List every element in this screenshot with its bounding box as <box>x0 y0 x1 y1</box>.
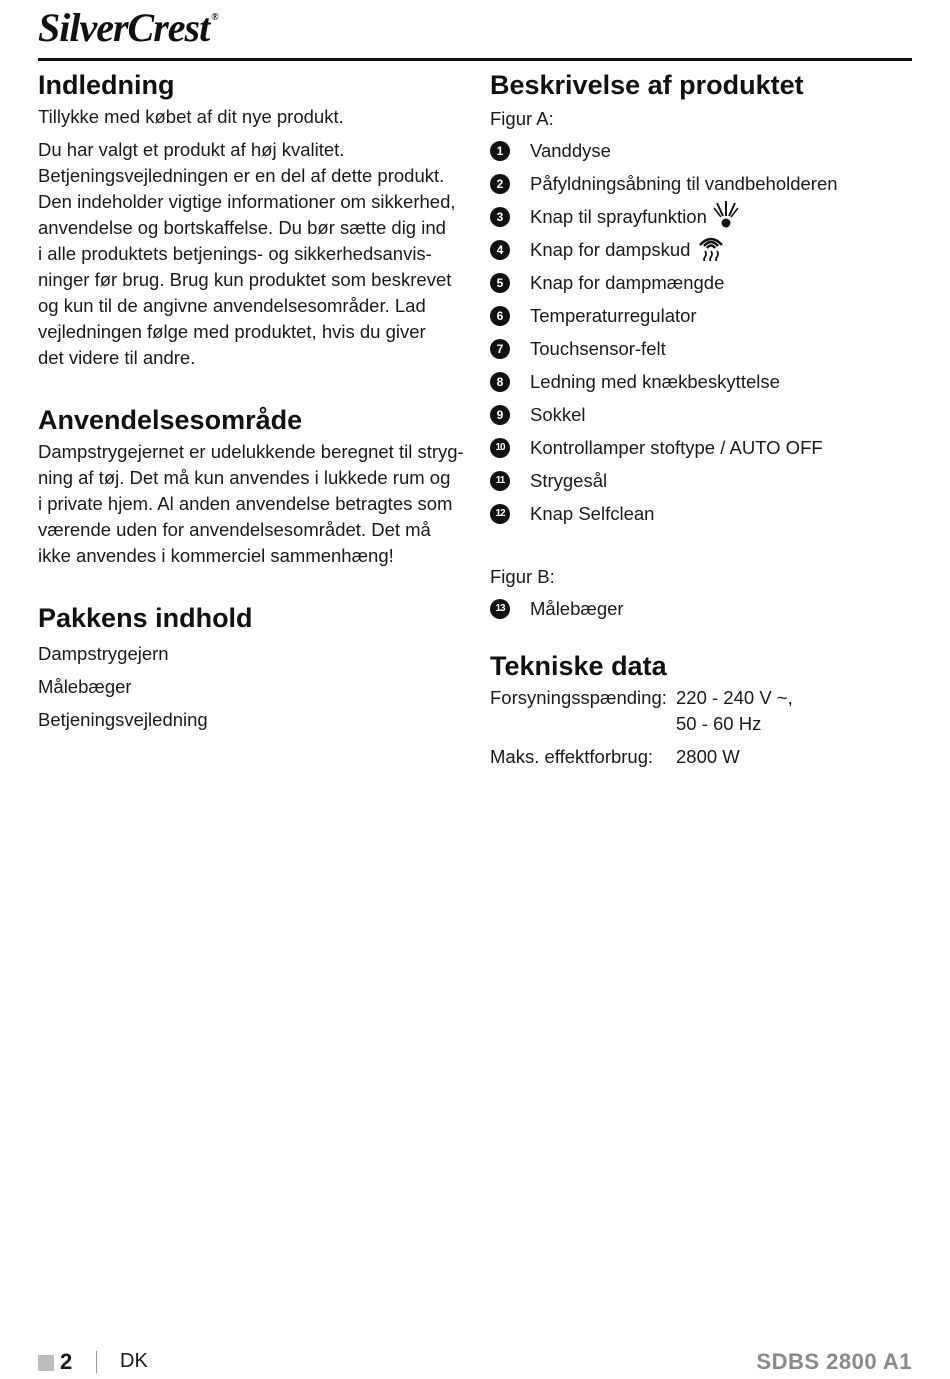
item-number: 13 <box>490 599 510 619</box>
item-number: 5 <box>490 273 510 293</box>
item-number: 4 <box>490 240 510 260</box>
item-label: Påfyldningsåbning til vandbeholderen <box>530 172 838 194</box>
footer-square-marker <box>38 1355 54 1371</box>
list-item <box>490 266 920 299</box>
item-number: 6 <box>490 306 510 326</box>
item-number: 10 <box>490 438 510 458</box>
item-label: Strygesål <box>530 469 608 491</box>
language-code: DK <box>120 1350 148 1372</box>
page-footer <box>38 1349 912 1379</box>
power-value: 2800 W <box>676 746 740 767</box>
usage-line: værende uden for anvendelsesområdet. Det må <box>38 519 431 540</box>
item-label: Knap Selfclean <box>530 502 655 524</box>
package-item: Dampstrygejern <box>38 643 169 664</box>
intro-title: Indledning <box>38 70 175 100</box>
intro-p2-line: Den indeholder vigtige informationer om sikkerhed, <box>38 191 456 212</box>
tech-title: Tekniske data <box>490 651 667 681</box>
list-item <box>490 299 920 332</box>
list-item <box>490 233 920 266</box>
package-item: Betjeningsvejledning <box>38 709 208 730</box>
item-number: 2 <box>490 174 510 194</box>
package-item: Målebæger <box>38 676 132 697</box>
brand-reg-mark: ® <box>211 12 218 23</box>
left-column <box>38 66 468 736</box>
intro-p2 <box>38 137 468 371</box>
item-number: 8 <box>490 372 510 392</box>
desc-title: Beskrivelse af produktet <box>490 70 804 100</box>
intro-p2-line: Du har valgt et produkt af høj kvalitet. <box>38 139 345 160</box>
item-number: 1 <box>490 141 510 161</box>
model-number: SDBS 2800 A1 <box>756 1349 912 1374</box>
intro-p2-line: ninger før brug. Brug kun produktet som beskrevet <box>38 269 452 290</box>
footer-divider <box>96 1351 97 1373</box>
parts-list-b <box>490 592 920 625</box>
item-label: Knap for dampskud <box>530 238 691 260</box>
right-column <box>490 66 920 770</box>
item-label: Sokkel <box>530 403 586 425</box>
item-number: 3 <box>490 207 510 227</box>
item-label: Målebæger <box>530 597 624 619</box>
item-label: Knap for dampmængde <box>530 271 725 293</box>
item-label: Ledning med knækbeskyttelse <box>530 370 780 392</box>
intro-p2-line: og kun til de angivne anvendelsesområder. Lad <box>38 295 426 316</box>
brand-logo-text: SilverCrest <box>38 5 210 50</box>
item-number: 7 <box>490 339 510 359</box>
spray-icon <box>713 199 739 234</box>
package-list <box>38 637 468 736</box>
list-item <box>490 592 920 625</box>
list-item <box>490 398 920 431</box>
power-label: Maks. effektforbrug: <box>490 746 654 767</box>
item-number: 12 <box>490 504 510 524</box>
intro-p2-line: i alle produktets betjenings- og sikkerhedsanvis- <box>38 243 432 264</box>
usage-line: Dampstrygejernet er udelukkende beregnet til stryg- <box>38 441 464 462</box>
intro-p2-line: anvendelse og bortskaffelse. Du bør sætte dig ind <box>38 217 446 238</box>
figure-a-label: Figur A: <box>490 108 554 129</box>
usage-line: ikke anvendes i kommerciel sammenhæng! <box>38 545 394 566</box>
supply-value-line2: 50 - 60 Hz <box>676 713 762 734</box>
list-item <box>490 167 920 200</box>
usage-line: ning af tøj. Det må kun anvendes i lukkede rum og <box>38 467 451 488</box>
intro-p2-line: Betjeningsvejledningen er en del af dette produkt. <box>38 165 445 186</box>
item-label: Kontrollamper stoftype / AUTO OFF <box>530 436 823 458</box>
list-item <box>490 332 920 365</box>
list-item <box>490 497 920 530</box>
list-item <box>490 431 920 464</box>
list-item <box>490 365 920 398</box>
tech-row-power <box>490 744 920 770</box>
tech-table <box>490 685 920 770</box>
list-item <box>490 134 920 167</box>
supply-value <box>676 685 793 737</box>
header-rule <box>38 58 912 61</box>
brand-logo <box>38 4 218 51</box>
item-label: Knap til sprayfunktion <box>530 205 707 227</box>
figure-b-label: Figur B: <box>490 566 555 587</box>
intro-p2-line: vejledningen følge med produktet, hvis du giver <box>38 321 426 342</box>
tech-row-supply <box>490 685 920 737</box>
intro-p1: Tillykke med købet af dit nye produkt. <box>38 106 344 127</box>
item-label: Vanddyse <box>530 139 611 161</box>
item-number: 9 <box>490 405 510 425</box>
usage-text <box>38 439 468 569</box>
item-label: Temperaturregulator <box>530 304 697 326</box>
item-label: Touchsensor-felt <box>530 337 666 359</box>
list-item <box>490 200 920 233</box>
usage-title: Anvendelsesområde <box>38 405 303 435</box>
usage-line: i private hjem. Al anden anvendelse betragtes som <box>38 493 453 514</box>
item-number: 11 <box>490 471 510 491</box>
supply-value-line1: 220 - 240 V ~, <box>676 687 793 708</box>
parts-list-a <box>490 134 920 530</box>
page-number: 2 <box>60 1349 73 1374</box>
list-item <box>490 464 920 497</box>
steam-burst-icon <box>696 233 726 266</box>
package-title: Pakkens indhold <box>38 603 253 633</box>
intro-p2-line: det videre til andre. <box>38 347 196 368</box>
supply-label: Forsyningsspænding: <box>490 687 667 708</box>
